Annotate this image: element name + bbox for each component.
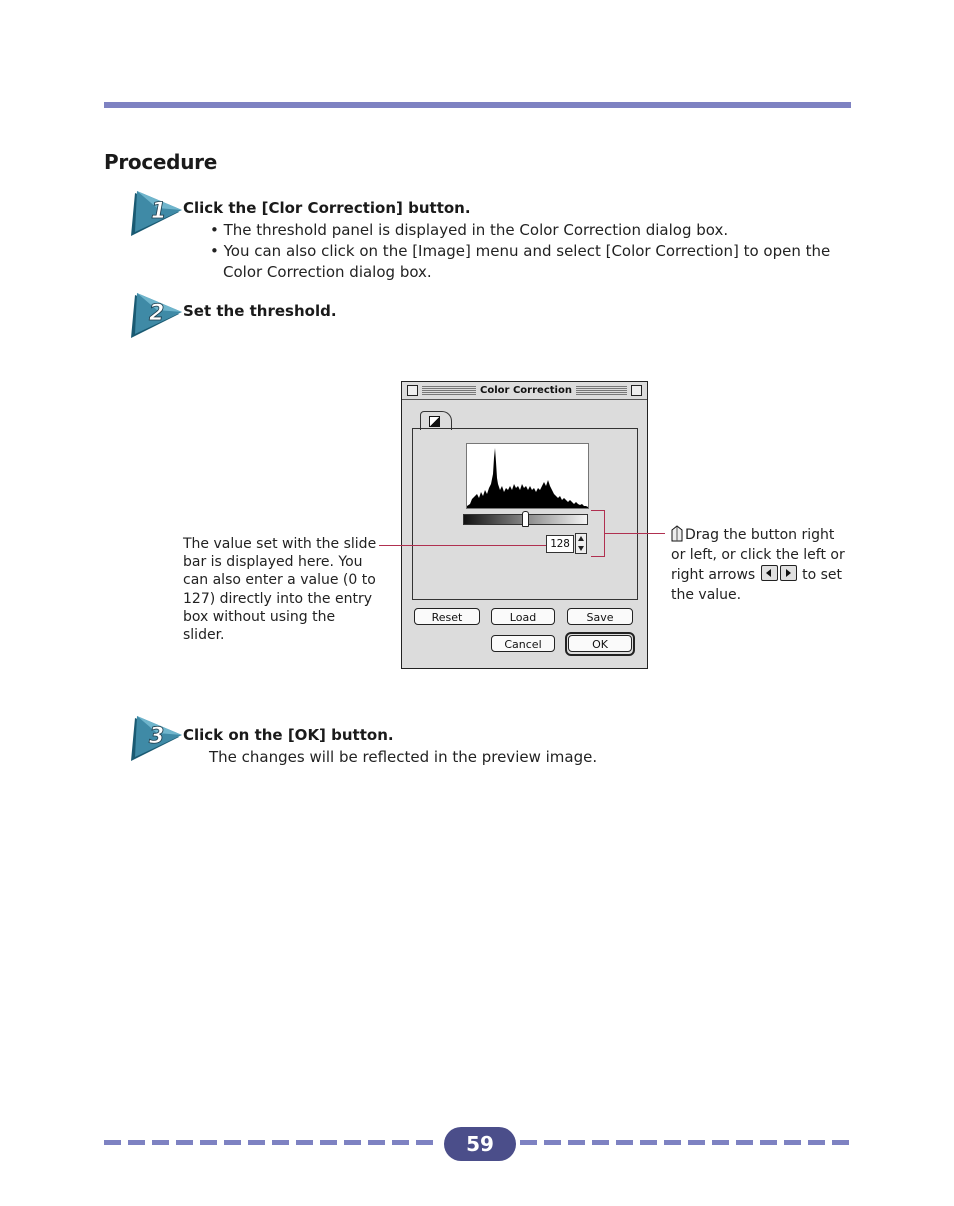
step-3-number: 3 — [149, 724, 165, 749]
right-callout — [671, 525, 851, 605]
left-arrow-icon — [761, 565, 778, 581]
slider-thumb-icon — [671, 525, 683, 542]
color-correction-dialog — [401, 381, 648, 669]
right-arrow-icon — [780, 565, 797, 581]
step-1-bullet-1: • The threshold panel is displayed in the Color Correction dialog box. — [210, 221, 729, 239]
threshold-icon — [429, 416, 440, 427]
step-3-title: Click on the [OK] button. — [183, 726, 394, 744]
bracket-top — [591, 510, 605, 511]
save-button[interactable]: Save — [567, 608, 633, 625]
cancel-button[interactable]: Cancel — [491, 635, 555, 652]
ok-button[interactable]: OK — [568, 635, 632, 652]
right-callout-line — [605, 533, 665, 534]
zoom-box-icon[interactable] — [631, 385, 642, 396]
dialog-title: Color Correction — [476, 383, 576, 398]
load-button[interactable]: Load — [491, 608, 555, 625]
reset-button[interactable]: Reset — [414, 608, 480, 625]
bracket-bottom — [591, 556, 605, 557]
footer-dashes-right — [520, 1140, 851, 1145]
top-rule — [104, 102, 851, 108]
page-number: 59 — [444, 1127, 516, 1161]
right-callout-text-2: to set the value. — [671, 567, 843, 603]
dialog-titlebar[interactable] — [402, 382, 647, 400]
page-heading: Procedure — [104, 150, 217, 174]
left-callout-line — [379, 545, 546, 546]
step-1-bullet-2: • You can also click on the [Image] menu and select [Color Correction] to open the — [210, 242, 831, 260]
step-1-badge-icon — [127, 190, 187, 242]
step-2-number: 2 — [149, 301, 165, 326]
step-3-text: The changes will be reflected in the preview image. — [209, 748, 598, 766]
stepper-up-icon[interactable] — [578, 536, 584, 541]
slider-thumb-icon[interactable] — [522, 511, 529, 527]
step-3-badge-icon — [127, 715, 187, 767]
threshold-slider[interactable] — [463, 514, 588, 525]
step-2-badge-icon — [127, 292, 187, 344]
footer-dashes-left — [104, 1140, 440, 1145]
step-1-bullet-2-continued: Color Correction dialog box. — [223, 263, 432, 281]
right-callout-text-1: Drag the button right or left, or click the left or right arrows — [671, 527, 845, 583]
stepper-down-icon[interactable] — [578, 546, 584, 551]
step-2-title: Set the threshold. — [183, 302, 337, 320]
left-callout-text: The value set with the slide bar is displayed here. You can also enter a value (0 to 127) directly into the entry box without using the slider. — [183, 536, 377, 644]
step-1-number: 1 — [151, 199, 167, 224]
threshold-stepper[interactable] — [575, 533, 587, 554]
threshold-value-field[interactable]: 128 — [546, 535, 574, 553]
histogram-graph — [466, 443, 589, 509]
step-1-title: Click the [Clor Correction] button. — [183, 199, 471, 217]
close-box-icon[interactable] — [407, 385, 418, 396]
